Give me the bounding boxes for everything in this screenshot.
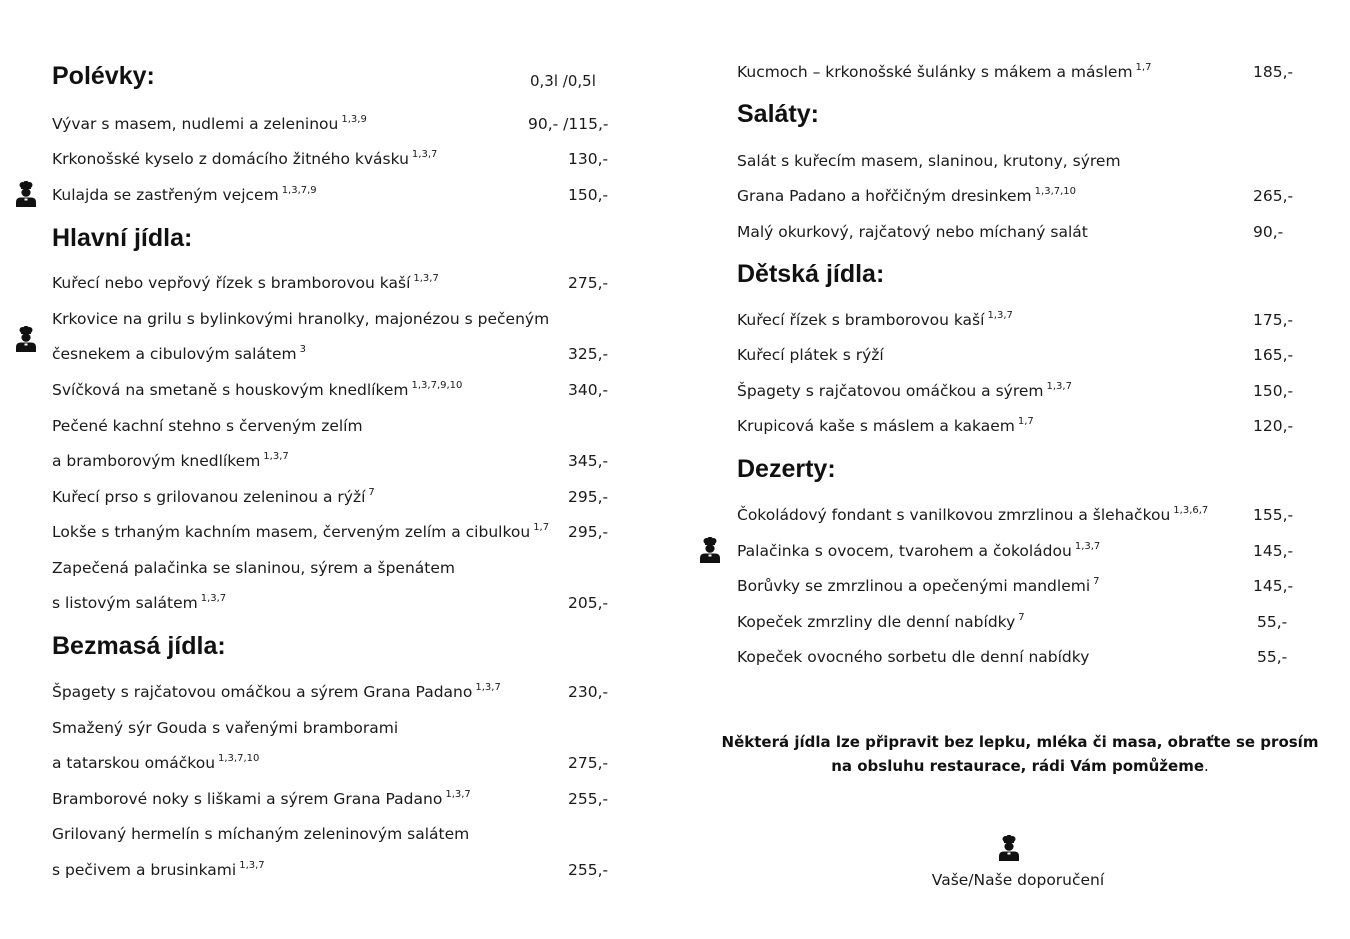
item-allergens: 7 (1018, 612, 1025, 623)
item-name: Lokše s trhaným kachním masem, červeným zelím a cibulkou (52, 523, 531, 541)
dietary-note (720, 730, 1320, 778)
item-allergens: 1,3,7 (475, 682, 501, 693)
menu-item (52, 753, 259, 773)
desserts-heading: Dezerty: (737, 455, 836, 483)
legend-text: Vaše/Naše doporučení (931, 871, 1105, 889)
item-price: 90,- /115,- (528, 115, 609, 133)
note-line-1: Některá jídla lze připravit bez lepku, mléka či masa, obraťte se prosím (721, 733, 1319, 751)
menu-item (52, 273, 439, 293)
item-allergens: 7 (368, 487, 375, 498)
item-allergens: 1,3,7 (411, 149, 438, 160)
item-allergens: 3 (299, 344, 307, 355)
item-price: 265,- (1253, 187, 1294, 205)
chef-icon (998, 835, 1020, 861)
menu-item (52, 451, 289, 471)
item-name: Kuřecí plátek s rýží (737, 346, 884, 364)
item-price: 55,- (1257, 613, 1288, 631)
item-allergens: 1,3,7 (445, 789, 471, 800)
item-price: 130,- (568, 150, 609, 168)
menu-item (737, 345, 884, 365)
menu-item (737, 416, 1034, 436)
item-name: Špagety s rajčatovou omáčkou a sýrem (737, 382, 1044, 400)
item-line: Zapečená palačinka se slaninou, sýrem a špenátem (52, 559, 456, 577)
item-allergens: 1,3,7 (1074, 541, 1101, 552)
item-name: Krkonošské kyselo z domácího žitného kvásku (52, 150, 409, 168)
item-name: Borůvky se zmrzlinou a opečenými mandlemi (737, 577, 1091, 595)
item-line: Pečené kachní stehno s červeným zelím (52, 417, 363, 435)
note-line-2 (720, 754, 1320, 778)
menu-item (737, 505, 1208, 525)
menu-item (737, 310, 1013, 330)
item-line: Salát s kuřecím masem, slaninou, krutony, sýrem (737, 152, 1121, 170)
item-allergens: 1,3,7 (263, 451, 289, 462)
item-line: Grilovaný hermelín s míchaným zeleninovým salátem (52, 825, 470, 843)
menu-item (52, 149, 437, 169)
menu-item (52, 682, 501, 702)
item-price: 185,- (1253, 63, 1294, 81)
item-name: a tatarskou omáčkou (52, 754, 216, 772)
item-price: 255,- (568, 790, 609, 808)
note-line-2-end: . (1204, 757, 1209, 775)
menu-item (737, 381, 1072, 401)
item-name: Bramborové noky s liškami a sýrem Grana Padano (52, 790, 443, 808)
item-allergens: 7 (1093, 576, 1100, 587)
menu-item (52, 522, 549, 542)
item-price: 275,- (568, 754, 609, 772)
item-name: Vývar s masem, nudlemi a zeleninou (52, 115, 339, 133)
item-line: Smažený sýr Gouda s vařenými bramborami (52, 719, 399, 737)
item-name: česnekem a cibulovým salátem (52, 345, 297, 363)
item-name: Kucmoch – krkonošské šulánky s mákem a máslem (737, 63, 1133, 81)
item-name: Kulajda se zastřeným vejcem (52, 186, 279, 204)
menu-item (52, 380, 462, 400)
item-name: Kuřecí řízek s bramborovou kaší (737, 311, 985, 329)
item-allergens: 1,3,7 (200, 593, 227, 604)
item-price: 295,- (568, 523, 609, 541)
item-price: 325,- (568, 345, 609, 363)
salads-heading: Saláty: (737, 100, 819, 128)
menu-item (737, 62, 1151, 82)
item-price: 275,- (568, 274, 609, 292)
item-allergens: 1,3,7 (413, 273, 439, 284)
chef-icon (699, 537, 721, 563)
menu-item (737, 612, 1025, 632)
mains-heading: Hlavní jídla: (52, 224, 193, 252)
item-name: Palačinka s ovocem, tvarohem a čokoládou (737, 542, 1072, 560)
item-price: 150,- (1253, 382, 1294, 400)
menu-item (52, 860, 265, 880)
item-name: Kuřecí nebo vepřový řízek s bramborovou kaší (52, 274, 411, 292)
item-price: 345,- (568, 452, 609, 470)
item-name: Kopeček zmrzliny dle denní nabídky (737, 613, 1016, 631)
chef-icon (15, 326, 37, 352)
item-line: Krkovice na grilu s bylinkovými hranolky, majonézou s pečeným (52, 310, 550, 328)
item-price: 255,- (568, 861, 609, 879)
item-allergens: 1,3,7,10 (218, 753, 260, 764)
item-name: Malý okurkový, rajčatový nebo míchaný salát (737, 223, 1088, 241)
menu-item (52, 593, 226, 613)
item-price: 165,- (1253, 346, 1294, 364)
kids-heading: Dětská jídla: (737, 260, 885, 288)
item-name: s listovým salátem (52, 594, 198, 612)
item-allergens: 1,3,7,10 (1034, 186, 1077, 197)
item-price: 340,- (568, 381, 609, 399)
item-price: 145,- (1253, 577, 1294, 595)
item-name: Krupicová kaše s máslem a kakaem (737, 417, 1015, 435)
item-allergens: 1,3,7,9,10 (411, 380, 463, 391)
item-name: s pečivem a brusinkami (52, 861, 237, 879)
item-name: Špagety s rajčatovou omáčkou a sýrem Grana Padano (52, 683, 473, 701)
menu-item (52, 344, 306, 364)
item-price: 150,- (568, 186, 609, 204)
item-name: Grana Padano a hořčičným dresinkem (737, 187, 1032, 205)
menu-item (737, 222, 1088, 242)
item-name: Svíčková na smetaně s houskovým knedlíkem (52, 381, 409, 399)
menu-item (737, 186, 1076, 206)
menu-item (52, 789, 471, 809)
item-name: Čokoládový fondant s vanilkovou zmrzlinou a šlehačkou (737, 506, 1171, 524)
item-allergens: 1,7 (1017, 416, 1034, 427)
item-allergens: 1,3,7 (1046, 381, 1072, 392)
item-allergens: 1,3,6,7 (1173, 505, 1209, 516)
item-allergens: 1,3,7 (239, 860, 265, 871)
item-price: 120,- (1253, 417, 1294, 435)
item-price: 175,- (1253, 311, 1294, 329)
note-line-2-text: na obsluhu restaurace, rádi Vám pomůžeme (831, 757, 1205, 775)
item-price: 205,- (568, 594, 609, 612)
soups-heading: Polévky: (52, 62, 155, 90)
item-allergens: 1,3,7 (987, 310, 1013, 321)
item-price: 55,- (1257, 648, 1288, 666)
vegetarian-heading: Bezmasá jídla: (52, 632, 226, 660)
item-name: Kopeček ovocného sorbetu dle denní nabídky (737, 648, 1090, 666)
item-name: Kuřecí prso s grilovanou zeleninou a rýží (52, 488, 366, 506)
item-allergens: 1,3,7,9 (281, 185, 317, 196)
item-price: 230,- (568, 683, 609, 701)
item-name: a bramborovým knedlíkem (52, 452, 261, 470)
item-price: 145,- (1253, 542, 1294, 560)
menu-item (52, 185, 317, 205)
menu-item (737, 647, 1089, 667)
chef-icon (15, 181, 37, 207)
menu-item (737, 541, 1100, 561)
menu-item (52, 114, 367, 134)
menu-item (737, 576, 1100, 596)
item-price: 90,- (1253, 223, 1284, 241)
menu-item (52, 487, 375, 507)
item-allergens: 1,7 (533, 522, 550, 533)
soups-size-label: 0,3l /0,5l (530, 72, 596, 90)
item-price: 155,- (1253, 506, 1294, 524)
item-allergens: 1,7 (1135, 62, 1152, 73)
item-price: 295,- (568, 488, 609, 506)
item-allergens: 1,3,9 (341, 114, 367, 125)
